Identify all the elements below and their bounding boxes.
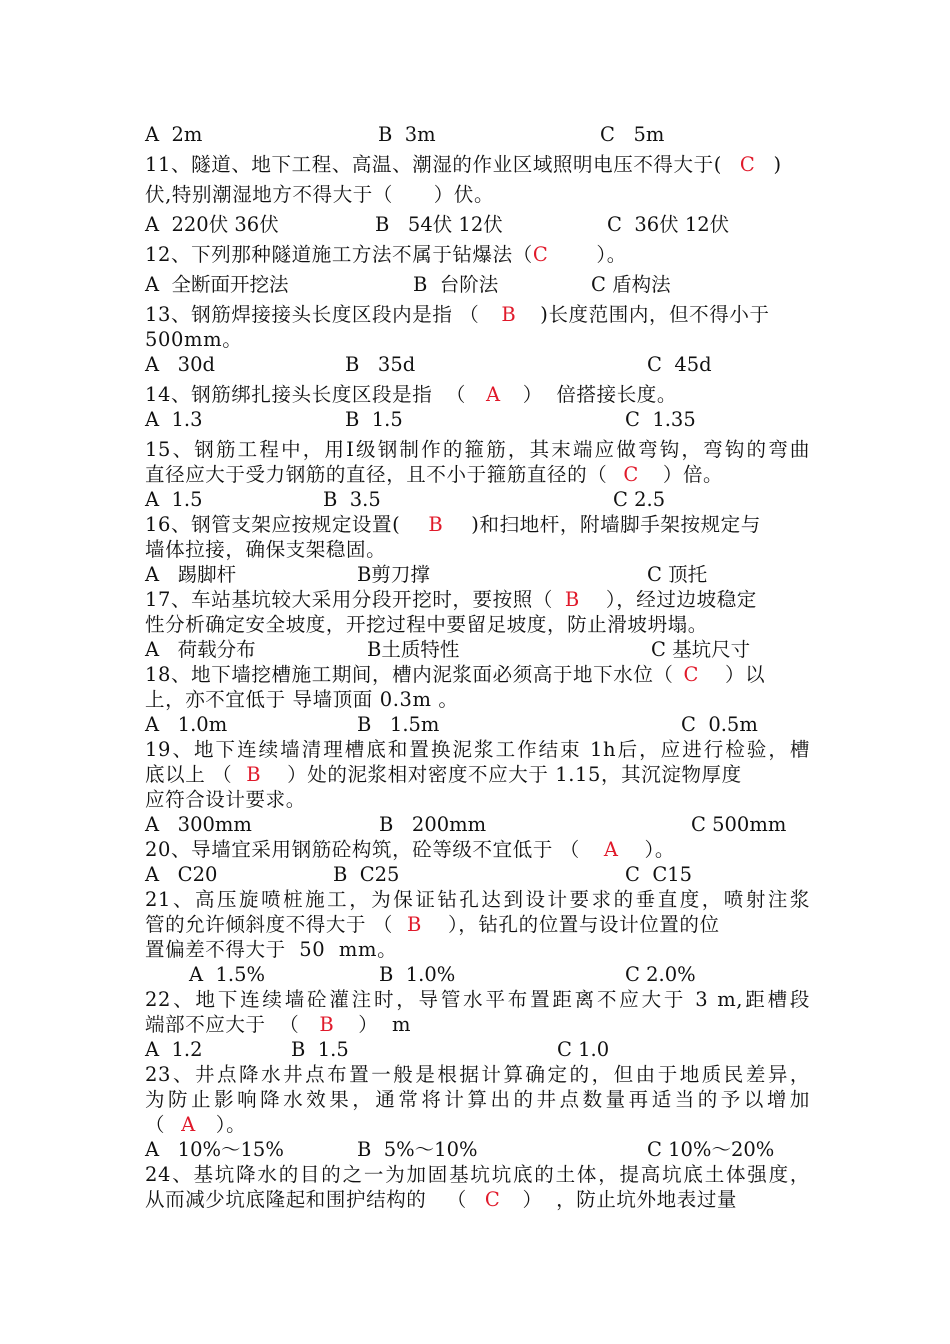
option-c: C 1.35 [625,408,696,431]
question-20 [145,837,810,862]
option-b: B 35d [345,353,416,376]
question-18-cont: 上，亦不宜低于 导墙顶面 0.3m 。 [145,688,459,711]
question-24-cont [145,1187,810,1212]
question-17 [145,587,810,612]
answer-mark: B [319,1013,335,1036]
answer-mark: B [407,913,422,936]
question-15-cont [145,462,810,487]
option-b: B 1.5 [345,408,403,431]
question-24: 24、基坑降水的目的之一为加固基坑坑底的土体，提高坑底土体强度， [145,1163,810,1186]
question-text: ）。 [644,838,675,861]
option-c: C 5m [600,123,665,146]
question-text: ) [773,153,782,176]
answer-mark: C [484,1188,501,1211]
option-b: B 3m [378,123,436,146]
option-b: B土质特性 [367,638,460,661]
question-text: ）倍。 [662,463,724,486]
question-text: 17、车站基坑较大采用分段开挖时，要按照（ [145,588,553,611]
option-c: C C15 [625,863,693,886]
question-text: 20、导墙宜采用钢筋砼构筑，砼等级不宜低于 （ [145,838,580,861]
option-a: A 2m [145,123,203,146]
question-18 [145,662,810,687]
option-c: C 2.0% [625,963,696,986]
question-text: ） ，防止坑外地表过量 [522,1188,738,1211]
option-row [145,487,810,512]
answer-mark: A [181,1113,196,1136]
option-b: B 200mm [379,813,487,836]
question-text: 从而减少坑底隆起和围护结构的 （ [145,1188,467,1211]
option-row [145,212,810,237]
option-b: B 1.5 [291,1038,349,1061]
question-text: 管的允许倾斜度不得大于 （ [145,913,393,936]
answer-mark: C [532,243,549,266]
question-text: 14、钢筋绑扎接头长度区段是指 （ [145,383,467,406]
option-row [145,637,810,662]
option-c: C 盾构法 [591,273,671,296]
question-17-cont: 性分析确定安全坡度，开挖过程中要留足坡度，防止滑坡坍塌。 [145,613,708,636]
question-text: ）以 [725,663,766,686]
question-text: 18、地下墙挖槽施工期间，槽内泥浆面必须高于地下水位（ [145,663,674,686]
question-text: 底以上 （ [145,763,233,786]
question-text: ），经过边坡稳定 [605,588,757,611]
question-16 [145,512,810,537]
option-row [145,272,810,297]
question-text: ） 倍搭接长度。 [522,383,678,406]
question-text: ）。 [596,243,627,266]
option-b: B 54伏 12伏 [375,213,503,236]
question-text: 端部不应大于 （ [145,1013,300,1036]
option-c: C 45d [647,353,712,376]
question-16-cont: 墙体拉接，确保支架稳固。 [145,538,387,561]
answer-mark: B [564,588,580,611]
option-row [145,122,810,147]
option-a: A 1.2 [145,1038,203,1061]
question-23: 23、井点降水井点布置一般是根据计算确定的，但由于地质民差异， [145,1063,810,1086]
question-text: ） m [358,1013,412,1036]
question-text: ）处的泥浆相对密度不应大于 1.15，其沉淀物厚度 [287,763,742,786]
question-text: )长度范围内，但不得小于 [540,303,770,326]
option-a: A 30d [145,353,215,376]
question-12 [145,242,810,267]
option-row [145,562,810,587]
question-19-cont [145,762,810,787]
option-row [145,812,810,837]
option-c: C 顶托 [647,563,708,586]
option-b: B 1.5m [357,713,440,736]
question-21-cont-2: 置偏差不得大于 50 mm。 [145,938,398,961]
question-11-cont: 伏,特别潮湿地方不得大于（ ）伏。 [145,183,495,206]
option-c: C 基坑尺寸 [651,638,751,661]
question-21: 21、高压旋喷桩施工，为保证钻孔达到设计要求的垂直度，喷射注浆 [145,888,810,911]
option-a: A 1.5 [145,488,203,511]
question-text: 直径应大于受力钢筋的直径，且不小于箍筋直径的（ [145,463,608,486]
option-c: C 0.5m [681,713,758,736]
option-a: A 10%～15% [145,1138,284,1161]
question-text: 11、隧道、地下工程、高温、潮湿的作业区域照明电压不得大于( [145,153,722,176]
question-text: ），钻孔的位置与设计位置的位 [447,913,720,936]
question-13 [145,302,810,327]
answer-mark: B [501,303,517,326]
answer-mark: C [739,153,756,176]
option-row [145,712,810,737]
option-row [145,962,810,987]
option-b: B C25 [333,863,400,886]
answer-mark: C [683,663,700,686]
question-text: 13、钢筋焊接接头长度区段内是指 （ [145,303,480,326]
question-22: 22、地下连续墙砼灌注时，导管水平布置距离不应大于 3 m,距槽段 [145,988,810,1011]
option-a: A 踢脚杆 [145,563,237,586]
question-22-cont [145,1012,810,1037]
question-19-cont-2: 应符合设计要求。 [145,788,306,811]
option-c: C 500mm [691,813,787,836]
question-23-cont: 为防止影响降水效果，通常将计算出的井点数量再适当的予以增加 [145,1088,810,1111]
answer-mark: B [246,763,262,786]
option-c: C 1.0 [557,1038,610,1061]
question-text: 12、下列那种隧道施工方法不属于钻爆法（ [145,243,533,266]
question-13-cont: 500mm。 [145,328,243,351]
option-a: A 300mm [145,813,252,836]
option-a: A 全断面开挖法 [145,273,289,296]
question-23-cont-2 [145,1112,810,1137]
answer-mark: C [623,463,639,486]
question-15: 15、钢筋工程中，用Ⅰ级钢制作的箍筋，其末端应做弯钩，弯钩的弯曲 [145,438,810,461]
option-a: A 220伏 36伏 [145,213,279,236]
question-text: （ [145,1113,166,1136]
option-row [145,352,810,377]
question-text: )和扫地杆，附墙脚手架按规定与 [471,513,761,536]
question-text: 16、钢管支架应按规定设置( [145,513,401,536]
option-a: A C20 [145,863,218,886]
question-19: 19、地下连续墙清理槽底和置换泥浆工作结束 1h后，应进行检验，槽 [145,738,810,761]
option-b: B 5%～10% [357,1138,478,1161]
option-b: B剪刀撑 [357,563,430,586]
option-c: C 2.5 [613,488,666,511]
option-b: B 1.0% [379,963,456,986]
option-row [145,862,810,887]
option-a: A 荷载分布 [145,638,256,661]
answer-mark: A [603,838,619,861]
question-21-cont [145,912,810,937]
option-b: B 3.5 [323,488,381,511]
answer-mark: B [428,513,444,536]
option-b: B 台阶法 [413,273,499,296]
option-a: A 1.3 [145,408,203,431]
option-row [145,407,810,432]
option-row [145,1037,810,1062]
question-text: ）。 [215,1113,247,1136]
question-14 [145,382,810,407]
exam-page [145,122,810,1212]
option-c: C 10%～20% [647,1138,775,1161]
option-a: A 1.0m [145,713,228,736]
option-a: A 1.5% [189,963,266,986]
question-11 [145,152,810,177]
answer-mark: A [486,383,501,406]
option-c: C 36伏 12伏 [607,213,730,236]
option-row [145,1137,810,1162]
